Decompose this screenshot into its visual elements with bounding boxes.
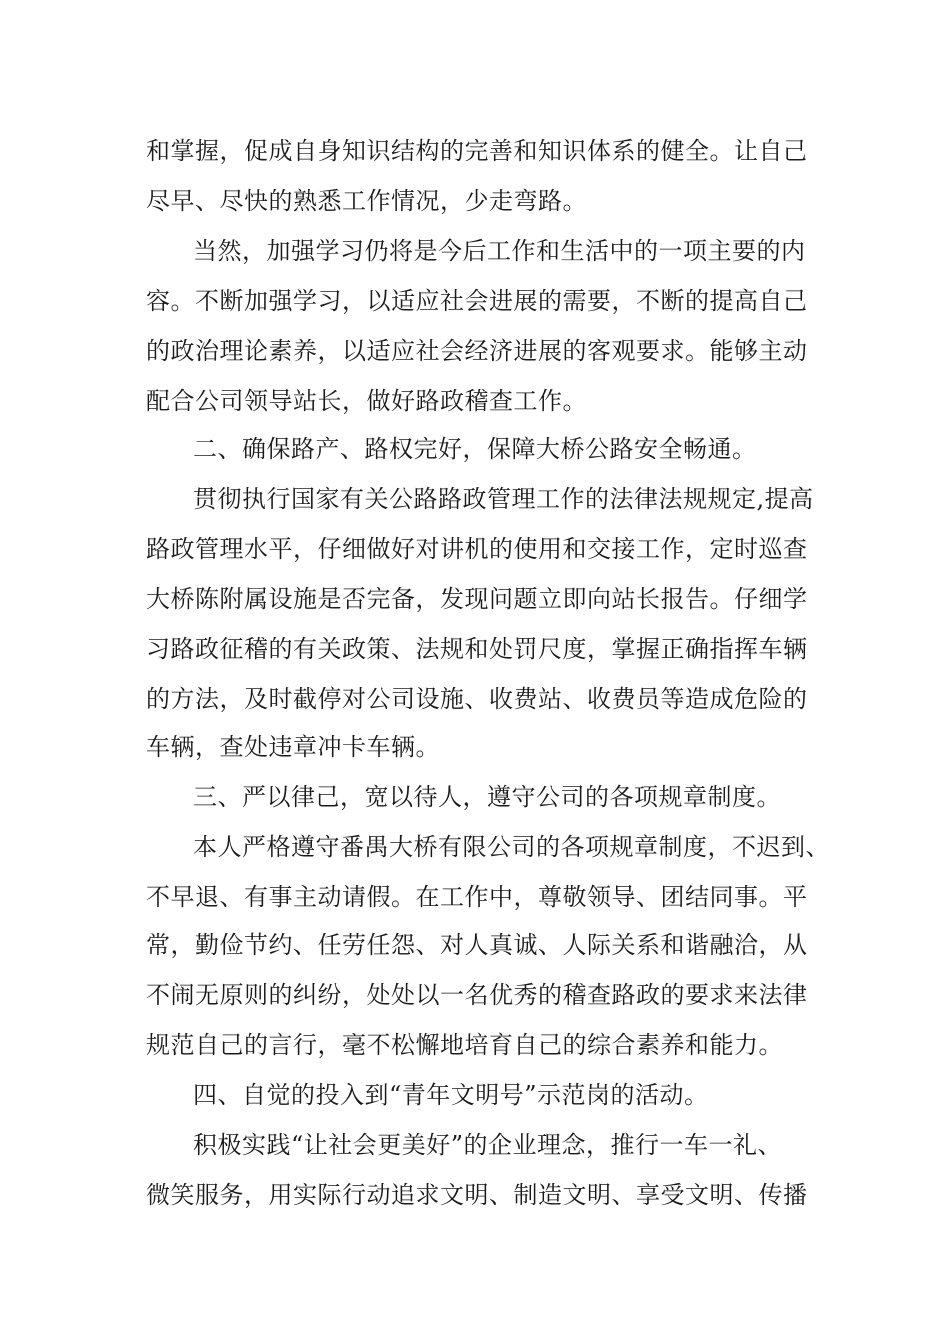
text-line: 不闹无原则的纠纷，处处以一名优秀的稽查路政的要求来法律 <box>146 981 808 1009</box>
text-line: 的方法，及时截停对公司设施、收费站、收费员等造成危险的 <box>146 685 808 713</box>
section-heading-2: 二、确保路产、路权完好，保障大桥公路安全畅通。 <box>193 435 757 463</box>
text-line: 大桥陈附属设施是否完备，发现问题立即向站长报告。仔细学 <box>146 585 808 613</box>
section-heading-4: 四、自觉的投入到“青年文明号”示范岗的活动。 <box>193 1081 709 1109</box>
section-heading-3: 三、严以律己，宽以待人，遵守公司的各项规章制度。 <box>193 783 781 811</box>
paragraph-first-line: 当然，加强学习仍将是今后工作和生活中的一项主要的内 <box>193 237 806 265</box>
text-line: 习路政征稽的有关政策、法规和处罚尺度，掌握正确指挥车辆 <box>146 635 808 663</box>
paragraph-first-line: 贯彻执行国家有关公路路政管理工作的法律法规规定,提高 <box>193 485 814 513</box>
text-line: 配合公司领导站长，做好路政稽查工作。 <box>146 387 587 415</box>
text-line: 和掌握，促成自身知识结构的完善和知识体系的健全。让自己 <box>146 137 808 165</box>
text-line: 容。不断加强学习，以适应社会进展的需要，不断的提高自己 <box>146 287 808 315</box>
text-line: 尽早、尽快的熟悉工作情况，少走弯路。 <box>146 187 587 215</box>
text-line: 车辆，查处违章冲卡车辆。 <box>146 733 440 761</box>
text-line: 不早退、有事主动请假。在工作中，尊敬领导、团结同事。平 <box>146 883 808 911</box>
paragraph-first-line: 本人严格遵守番禺大桥有限公司的各项规章制度，不迟到、 <box>193 833 830 861</box>
text-line: 常，勤俭节约、任劳任怨、对人真诚、人际关系和谐融洽，从 <box>146 931 808 959</box>
text-line: 微笑服务，用实际行动追求文明、制造文明、享受文明、传播 <box>146 1181 808 1209</box>
text-line: 规范自己的言行，毫不松懈地培育自己的综合素养和能力。 <box>146 1031 783 1059</box>
text-line: 路政管理水平，仔细做好对讲机的使用和交接工作，定时巡查 <box>146 535 808 563</box>
paragraph-first-line: 积极实践“让社会更美好”的企业理念，推行一车一礼、 <box>193 1131 783 1159</box>
text-line: 的政治理论素养，以适应社会经济进展的客观要求。能够主动 <box>146 337 808 365</box>
